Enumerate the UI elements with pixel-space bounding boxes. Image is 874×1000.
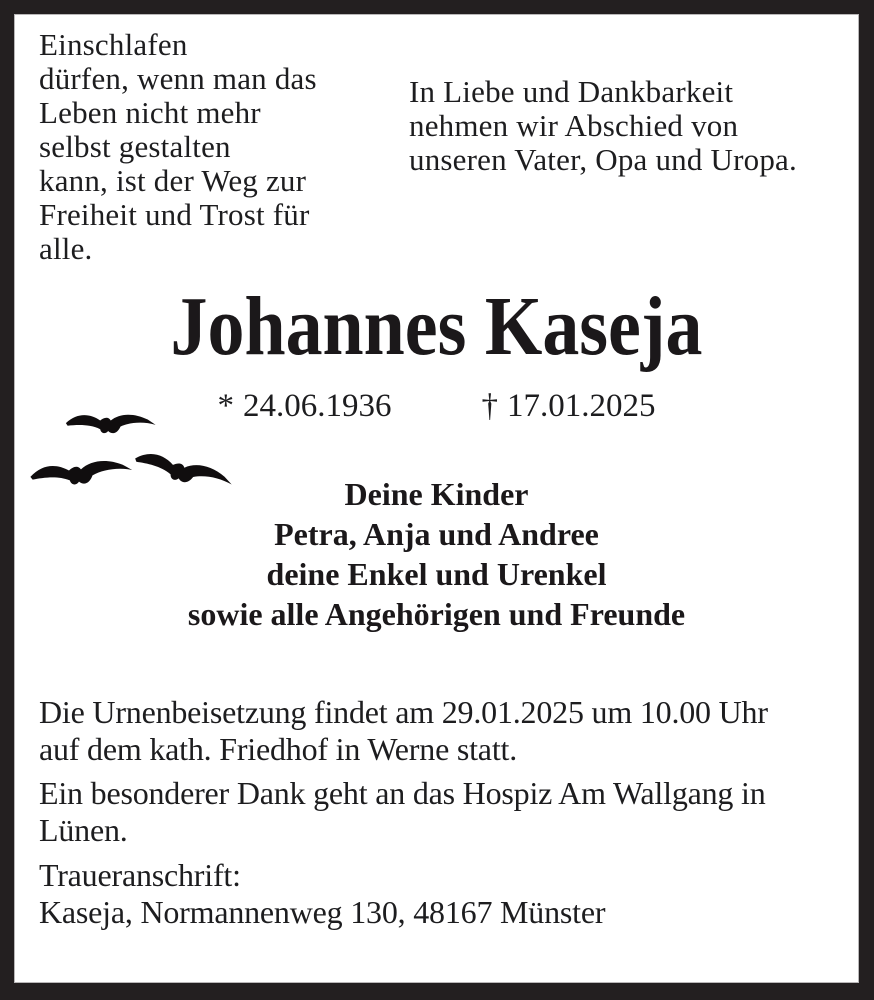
quote-line: Leben nicht mehr — [39, 95, 261, 130]
mourning-address-line: Kaseja, Normannenweg 130, 48167 Münster — [39, 894, 606, 930]
quote-line: Einschlafen — [39, 27, 188, 62]
death-date — [482, 387, 656, 425]
quote-line: selbst gestalten — [39, 129, 231, 164]
mourning-address-label: Traueranschrift: — [39, 857, 241, 893]
thanks-line: Ein besonderer Dank geht an das Hospiz Am Wallgang in — [39, 775, 766, 811]
funeral-info-line: auf dem kath. Friedhof in Werne statt. — [39, 731, 517, 767]
mourning-address — [39, 857, 605, 931]
quote-line: kann, ist der Weg zur — [39, 163, 307, 198]
mourners-line: Petra, Anja und Andree — [274, 516, 599, 552]
mourners-line: deine Enkel und Urenkel — [266, 556, 607, 592]
funeral-info-line: Die Urnenbeisetzung findet am 29.01.2025 um 10.00 Uhr — [39, 694, 768, 730]
notice-page — [14, 14, 859, 983]
farewell-line: nehmen wir Abschied von — [409, 108, 739, 143]
quote-line: alle. — [39, 231, 93, 266]
funeral-info — [39, 694, 768, 768]
birth-date-value: 24.06.1936 — [243, 388, 392, 424]
thanks-line: Lünen. — [39, 812, 128, 848]
birth-star-symbol: * — [217, 388, 234, 424]
farewell-line: unseren Vater, Opa und Uropa. — [409, 142, 797, 177]
quote-line: dürfen, wenn man das — [39, 61, 317, 96]
bird-top — [66, 415, 156, 433]
death-date-value: 17.01.2025 — [507, 388, 656, 424]
memorial-quote — [39, 28, 317, 266]
farewell-text — [409, 75, 797, 177]
quote-line: Freiheit und Trost für — [39, 197, 310, 232]
mourners-text — [15, 474, 858, 634]
thanks-text — [39, 775, 766, 849]
farewell-line: In Liebe und Dankbarkeit — [409, 74, 734, 109]
mourners-line: Deine Kinder — [344, 476, 529, 512]
death-cross-symbol: † — [481, 388, 498, 424]
deceased-name: Johannes Kaseja — [170, 280, 703, 373]
mourners-line: sowie alle Angehörigen und Freunde — [187, 596, 686, 632]
